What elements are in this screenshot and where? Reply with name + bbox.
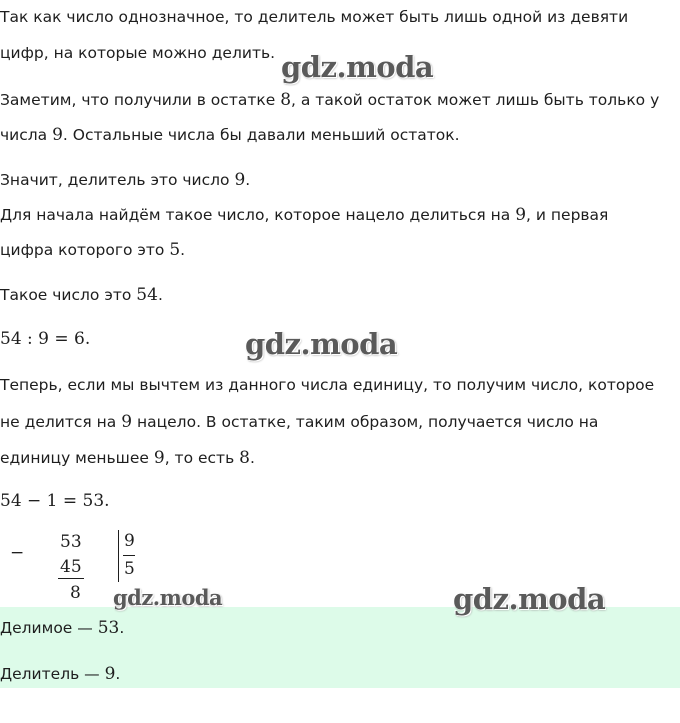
paragraph-line: Теперь, если мы вычтем из данного числа единицу, то получим число, которое — [0, 376, 655, 394]
paragraph-line: числа 9. Остальные числа бы давали меньший остаток. — [0, 125, 460, 145]
quotient: 5 — [124, 559, 135, 579]
answer-divisor: Делитель — 9. — [0, 664, 121, 684]
paragraph-line: единицу меньшее 9, то есть 8. — [0, 448, 255, 468]
answer-dividend: Делимое — 53. — [0, 618, 125, 638]
minus-sign: − — [10, 543, 25, 563]
watermark-logo: gdz.moda — [281, 50, 434, 84]
division-bar — [118, 530, 119, 582]
paragraph-line: цифра которого это 5. — [0, 240, 186, 260]
paragraph-line: Так как число однозначное, то делитель может быть лишь одной из девяти — [0, 8, 629, 26]
paragraph-line: Заметим, что получили в остатке 8, а такой остаток может лишь быть только у — [0, 90, 660, 110]
subtrahend: 45 — [60, 557, 82, 577]
equation: 54 − 1 = 53. — [0, 491, 110, 511]
watermark-logo: gdz.moda — [113, 585, 223, 610]
watermark-logo: gdz.moda — [453, 582, 606, 616]
dividend: 53 — [60, 532, 82, 552]
equation: 54 : 9 = 6. — [0, 329, 91, 349]
paragraph-line: цифр, на которые можно делить. — [0, 44, 276, 62]
paragraph-line: не делится на 9 нацело. В остатке, таким образом, получается число на — [0, 412, 599, 432]
remainder: 8 — [70, 583, 81, 603]
quotient-line — [123, 555, 135, 556]
paragraph-line: Такое число это 54. — [0, 285, 163, 305]
paragraph-line: Для начала найдём такое число, которое нацело делиться на 9, и первая — [0, 205, 609, 225]
subtraction-line — [58, 578, 84, 579]
watermark-logo: gdz.moda — [245, 327, 398, 361]
paragraph-line: Значит, делитель это число 9. — [0, 170, 251, 190]
divisor: 9 — [124, 531, 135, 551]
